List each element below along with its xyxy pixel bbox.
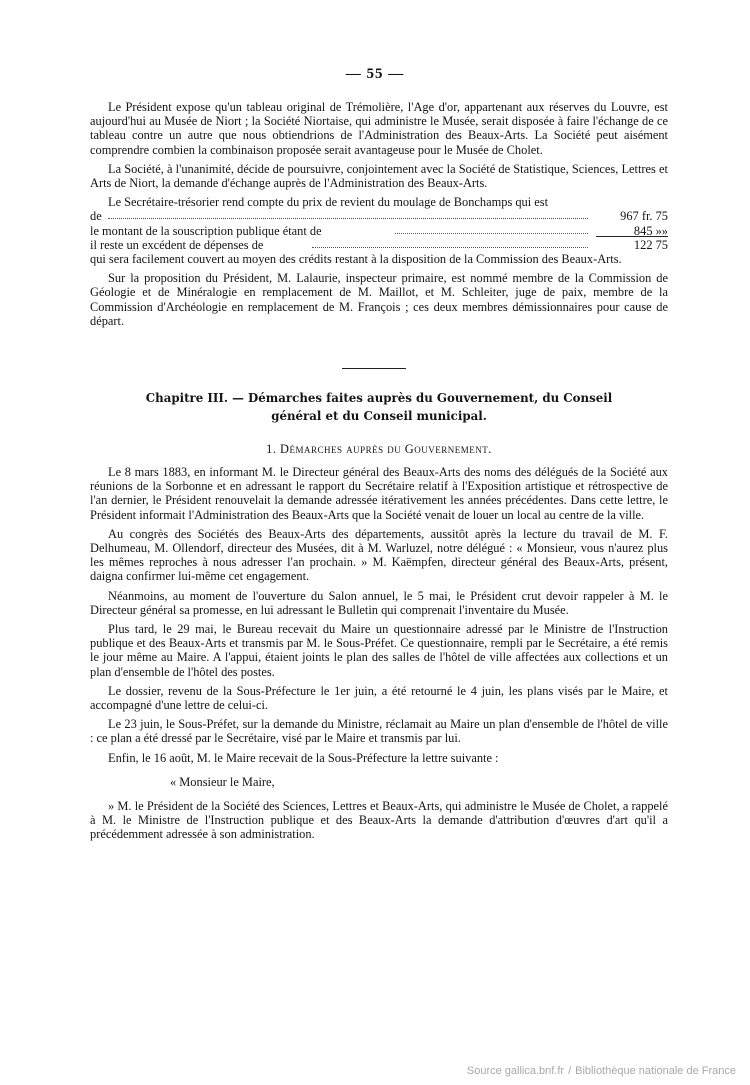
ledger-label: il reste un excédent de dépenses de — [90, 237, 264, 252]
chapter-heading-line-1: Chapitre III. — Démarches faites auprès du Gouvernement, du Conseil — [145, 391, 613, 405]
chapter-heading — [90, 389, 668, 425]
ledger-label: de — [90, 209, 102, 224]
ledger-row-excess — [90, 238, 668, 252]
paragraph-dossier: Le dossier, revenu de la Sous-Préfecture le 1er juin, a été retourné le 4 juin, les plans visés par le Maire, et accompagné d'une lettre de celui-ci. — [90, 683, 668, 713]
paragraph-16-aout: Enfin, le 16 août, M. le Maire recevait de la Sous-Préfecture la lettre suivante : — [108, 750, 499, 765]
ledger-amount: 122 75 — [633, 237, 668, 252]
paragraph-moulage: Le Secrétaire-trésorier rend compte du prix de revient du moulage de Bonchamps qui est — [108, 195, 549, 210]
paragraph-tremoliere: Le Président expose qu'un tableau original de Trémolière, l'Age d'or, appartenant aux réserves du Louvre, est aujourd'hui au Musée de Niort ; la Société Niortaise, qui administre le Musée, serait disposée à faire l'échange de ce tableau contre un autre que nous obtiendrions de l'Administration des Beaux-Arts. La Société peut aisément comprendre combien la combinaison proposée serait avantageuse pour le Musée de Cholet. — [90, 100, 668, 157]
ledger-label: le montant de la souscription publique étant de — [90, 223, 322, 238]
ledger-amount: 845 »» — [633, 223, 668, 238]
letter-salutation: « Monsieur le Maire, — [170, 774, 275, 789]
page-number: — 55 — — [345, 66, 405, 82]
ledger-row-subscription — [90, 224, 668, 238]
minutes-block — [90, 100, 668, 333]
section-title: 1. Démarches auprès du Gouvernement. — [266, 442, 492, 456]
paragraph-lalaurie: Sur la proposition du Président, M. Lalaurie, inspecteur primaire, est nommé membre de la Commission de Géologie et de Minéralogie en remplacement de M. Maillot, et M. Schleiter, juge de paix, membre de la Commission d'Archéologie en remplacement de M. François ; ces deux membres démissionnaires pour cause de départ. — [90, 271, 668, 328]
section-divider — [342, 368, 406, 369]
paragraph-credits: qui sera facilement couvert au moyen des crédits restant à la disposition de la Commission des Beaux-Arts. — [90, 251, 622, 266]
letter-body: » M. le Président de la Société des Sciences, Lettres et Beaux-Arts, qui administre le Musée de Cholet, a rappelé à M. le Ministre de l'Instruction publique et des Beaux-Arts la demande d'attribution d'œuvres d'art qu'il a précédemment adressée à son administration. — [90, 799, 668, 842]
paragraph-congres: Au congrès des Sociétés des Beaux-Arts des départements, aussitôt après la lecture du travail de M. F. Delhumeau, M. Ollendorf, directeur des Musées, dit à M. Warluzel, notre délégué : « Monsieur, vous n'aurez plus les mêmes reproches à nous adresser l'an prochain. » M. Kaëmpfen, directeur général des Beaux-Arts, présent, daigna confirmer lui-même cet engagement. — [90, 526, 668, 584]
paragraph-unanimite: La Société, à l'unanimité, décide de poursuivre, conjointement avec la Société de Statistique, Sciences, Lettres et Arts de Niort, la demande d'échange auprès de l'Administration des Beaux-Arts. — [90, 161, 668, 191]
leader-dots — [312, 247, 588, 248]
chapter-heading-line-2: général et du Conseil municipal. — [271, 409, 487, 423]
leader-dots — [108, 218, 588, 219]
footer-separator: / — [568, 1065, 572, 1077]
paragraph-8-mars: Le 8 mars 1883, en informant M. le Directeur général des Beaux-Arts des noms des délégués de la Société aux réunions de la Sorbonne et en adressant le rapport du Secrétaire relatif à l'Exposition artistique et rétrospective de l'an dernier, le Président renouvelait la demande adressée itérativement les années précédentes. Dans cette lettre, le Président informait l'Administration des Beaux-Arts que la Société venait de louer un local au centre de la ville. — [90, 465, 668, 522]
leader-dots — [395, 233, 588, 234]
footer-source: Source gallica.bnf.fr — [466, 1065, 565, 1077]
paragraph-salon: Néanmoins, au moment de l'ouverture du Salon annuel, le 5 mai, le Président crut devoir rappeler à M. le Directeur général sa promesse, en lui adressant le Bulletin qui comprenait l'inventaire du Musée. — [90, 588, 668, 617]
source-footer — [467, 1065, 736, 1077]
demarches-block — [90, 465, 668, 847]
ledger-amount: 967 fr. 75 — [620, 209, 668, 224]
sum-rule — [596, 236, 668, 237]
paragraph-23-juin: Le 23 juin, le Sous-Préfet, sur la demande du Ministre, réclamait au Maire un plan d'ensemble de l'hôtel de ville : ce plan a été dressé par le Secrétaire, visé par le Maire et transmis par lui. — [90, 717, 668, 746]
footer-library: Bibliothèque nationale de France — [575, 1065, 736, 1077]
paragraph-29-mai: Plus tard, le 29 mai, le Bureau recevait du Maire un questionnaire adressé par le Ministre de l'Instruction publique et des Beaux-Arts et transmis par M. le Sous-Préfet. Ce questionnaire, rempli par le Secrétaire, a été remis le jour même au Maire. A l'appui, étaient joints le plan des salles de l'hôtel de ville affectées aux collections et un plan d'ensemble de l'hôtel des postes. — [90, 622, 668, 679]
ledger-row-cost — [90, 209, 668, 223]
